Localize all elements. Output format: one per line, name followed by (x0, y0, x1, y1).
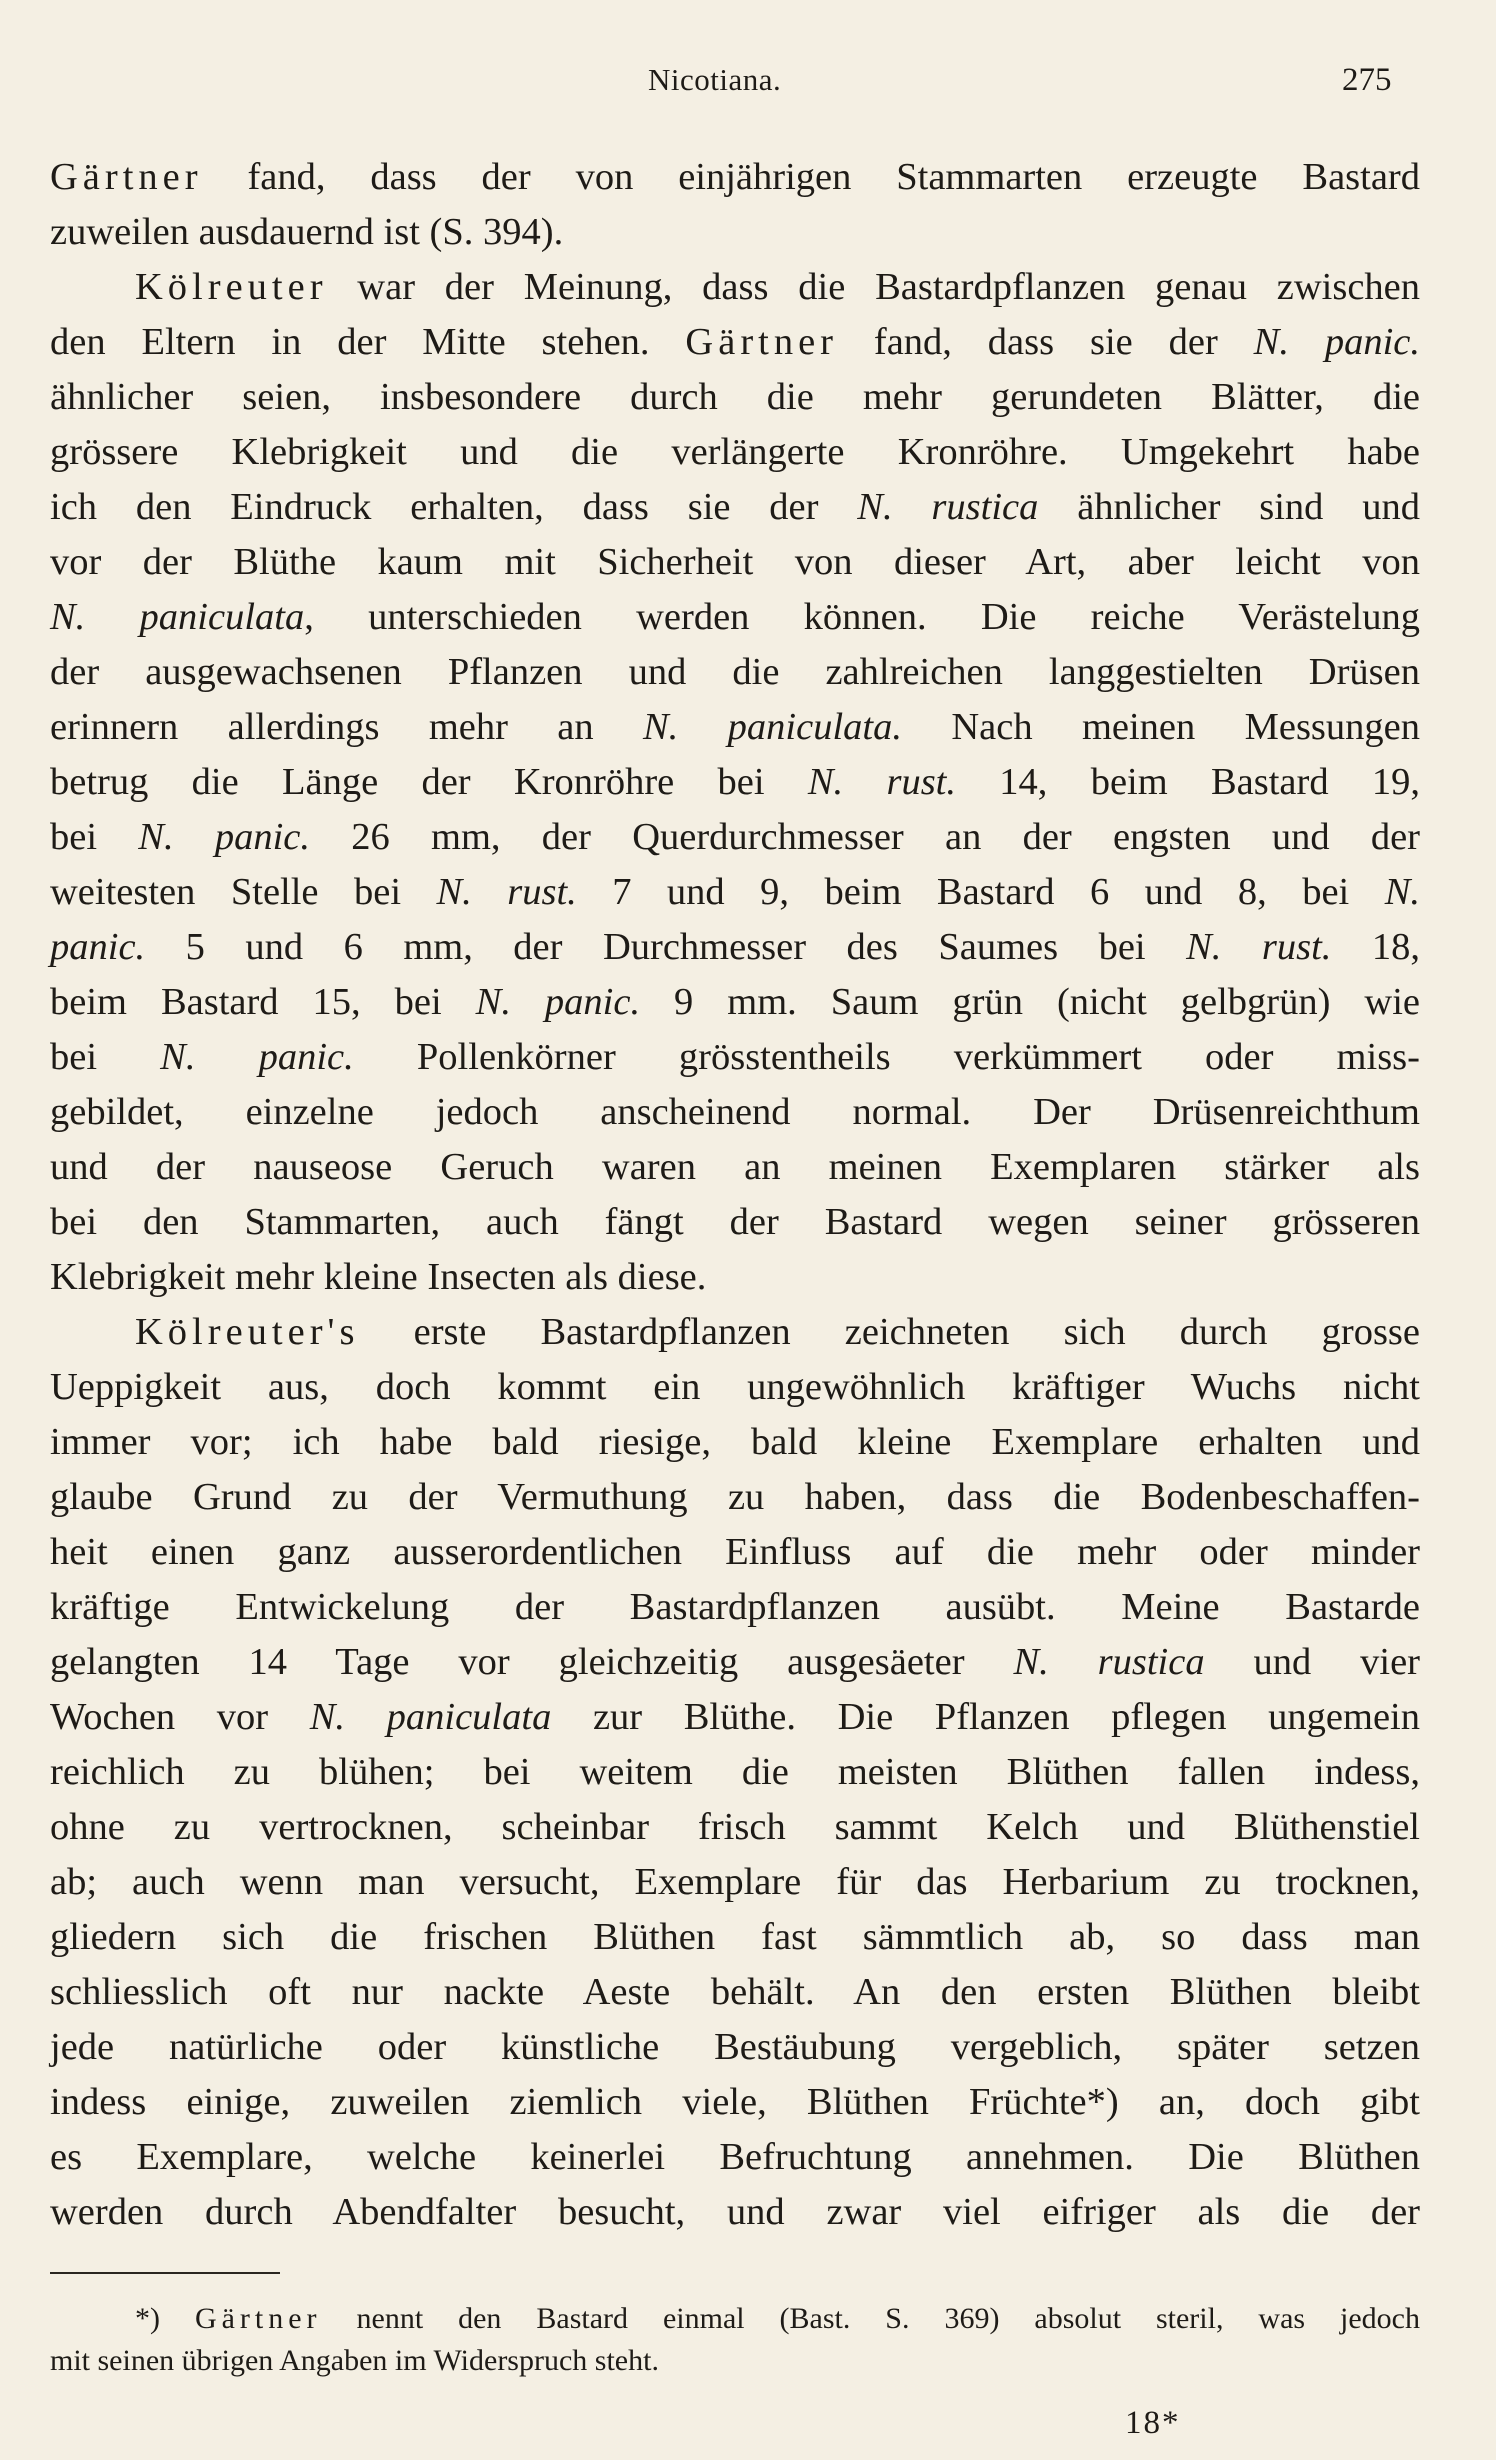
text-run: es Exemplare, welche keinerlei Befruchtung annehmen. Die Blüthen (50, 2136, 1420, 2178)
body-line (50, 150, 1420, 205)
body-line (50, 2185, 1420, 2240)
body-line (50, 1690, 1420, 1745)
text-run: glaube Grund zu der Vermuthung zu haben, dass die Bodenbeschaffen- (50, 1476, 1420, 1518)
body-line (50, 1195, 1420, 1250)
body-line (50, 480, 1420, 535)
body-line (50, 535, 1420, 590)
italic-text: N. rustica (1013, 1641, 1205, 1683)
italic-text: N. rust. (436, 871, 577, 913)
body-line (50, 1250, 1420, 1305)
body-line (50, 260, 1420, 315)
italic-text: N. rustica (857, 486, 1039, 528)
body-line (50, 370, 1420, 425)
running-title: Nicotiana. (648, 62, 782, 97)
text-run: Ueppigkeit aus, doch kommt ein ungewöhnlich kräftiger Wuchs nicht (50, 1366, 1420, 1408)
body-line (50, 920, 1420, 975)
body-line (50, 1855, 1420, 1910)
text-run: mit seinen übrigen Angaben im Widerspruch steht. (50, 2344, 659, 2377)
body-line (50, 315, 1420, 370)
italic-text: N. paniculata. (643, 706, 902, 748)
text-run: ich den Eindruck erhalten, dass sie der (50, 486, 858, 528)
body-line (50, 1525, 1420, 1580)
text-run: gelangten 14 Tage vor gleichzeitig ausgesäeter (50, 1641, 1014, 1683)
text-run: kräftige Entwickelung der Bastardpflanzen ausübt. Meine Bastarde (50, 1586, 1420, 1628)
body-line (50, 700, 1420, 755)
text-run: betrug die Länge der Kronröhre bei (50, 761, 808, 803)
body-line (50, 1580, 1420, 1635)
body-line (50, 975, 1420, 1030)
footnote (50, 2298, 1420, 2382)
body-text (50, 150, 1420, 2240)
italic-text: N. paniculata (309, 1696, 552, 1738)
footnote-line (50, 2298, 1420, 2340)
running-head (0, 62, 1496, 112)
text-run: und der nauseose Geruch waren an meinen Exemplaren stärker als (50, 1146, 1420, 1188)
body-line (50, 590, 1420, 645)
text-run: der ausgewachsenen Pflanzen und die zahlreichen langgestielten Drüsen (50, 651, 1420, 693)
footnote-line (50, 2340, 1420, 2382)
body-line (50, 810, 1420, 865)
italic-text: N. rust. (807, 761, 957, 803)
italic-text: N. paniculata (50, 596, 305, 638)
spaced-name: Kölreuter (135, 266, 328, 308)
text-run: nennt den Bastard einmal (Bast. S. 369) absolut steril, was jedoch (321, 2302, 1420, 2335)
text-run: zuweilen ausdauernd ist (S. 394). (50, 211, 564, 253)
text-run: vor der Blüthe kaum mit Sicherheit von dieser Art, aber leicht von (50, 541, 1420, 583)
signature-mark: 18* (1125, 2405, 1181, 2441)
text-run: fand, dass der von einjährigen Stammarten erzeugte Bastard (202, 156, 1420, 198)
text-run: beim Bastard 15, bei (50, 981, 476, 1023)
text-run: 14, beim Bastard 19, (956, 761, 1421, 803)
body-line (50, 2075, 1420, 2130)
spaced-name: Gärtner (50, 156, 203, 198)
body-line (50, 1470, 1420, 1525)
body-line (50, 1030, 1420, 1085)
spaced-name: Gärtner (685, 321, 838, 363)
text-run: war der Meinung, dass die Bastardpflanzen genau zwischen (327, 266, 1420, 308)
body-line (50, 1305, 1420, 1360)
text-run: bei (50, 816, 139, 858)
text-run: ohne zu vertrocknen, scheinbar frisch sammt Kelch und Blüthenstiel (50, 1806, 1420, 1848)
text-run: , unterschieden werden können. Die reiche Verästelung (304, 596, 1420, 638)
body-line (50, 1800, 1420, 1855)
italic-text: N. (1384, 871, 1420, 913)
italic-text: N. panic. (160, 1036, 354, 1078)
text-run: *) (135, 2302, 195, 2335)
italic-text: N. panic. (475, 981, 641, 1023)
body-line (50, 1910, 1420, 1965)
text-run: reichlich zu blühen; bei weitem die meisten Blüthen fallen indess, (50, 1751, 1420, 1793)
text-run: heit einen ganz ausserordentlichen Einfluss auf die mehr oder minder (50, 1531, 1420, 1573)
text-run: fand, dass sie der (838, 321, 1254, 363)
text-run: gebildet, einzelne jedoch anscheinend normal. Der Drüsenreichthum (50, 1091, 1420, 1133)
text-run: Wochen vor (50, 1696, 310, 1738)
text-run: 7 und 9, beim Bastard 6 und 8, bei (576, 871, 1385, 913)
body-line (50, 1745, 1420, 1800)
text-run: Pollenkörner grösstentheils verkümmert oder miss- (353, 1036, 1420, 1078)
text-run: erste Bastardpflanzen zeichneten sich durch grosse (359, 1311, 1420, 1353)
body-line (50, 755, 1420, 810)
text-run: weitesten Stelle bei (50, 871, 437, 913)
body-line (50, 205, 1420, 260)
text-run: Klebrigkeit mehr kleine Insecten als diese. (50, 1256, 707, 1298)
text-run: 26 mm, der Querdurchmesser an der engsten und der (310, 816, 1420, 858)
text-run: indess einige, zuweilen ziemlich viele, Blüthen Früchte*) an, doch gibt (50, 2081, 1420, 2123)
text-run: den Eltern in der Mitte stehen. (50, 321, 686, 363)
text-run: 5 und 6 mm, der Durchmesser des Saumes bei (145, 926, 1187, 968)
body-line (50, 865, 1420, 920)
italic-text: panic. (50, 926, 146, 968)
italic-text: N. panic. (1253, 321, 1420, 363)
text-run: schliesslich oft nur nackte Aeste behält. An den ersten Blüthen bleibt (50, 1971, 1420, 2013)
text-run: immer vor; ich habe bald riesige, bald kleine Exemplare erhalten und (50, 1421, 1420, 1463)
italic-text: N. rust. (1186, 926, 1332, 968)
body-line (50, 1085, 1420, 1140)
text-run: grössere Klebrigkeit und die verlängerte Kronröhre. Umgekehrt habe (50, 431, 1420, 473)
text-run: bei (50, 1036, 161, 1078)
text-run: ab; auch wenn man versucht, Exemplare für das Herbarium zu trocknen, (50, 1861, 1420, 1903)
text-run: jede natürliche oder künstliche Bestäubung vergeblich, später setzen (50, 2026, 1420, 2068)
italic-text: N. panic. (138, 816, 311, 858)
text-run: ähnlicher seien, insbesondere durch die mehr gerundeten Blätter, die (50, 376, 1420, 418)
text-run: ähnlicher sind und (1038, 486, 1420, 528)
text-run: erinnern allerdings mehr an (50, 706, 643, 748)
text-run: 18, (1331, 926, 1421, 968)
text-run: werden durch Abendfalter besucht, und zwar viel eifriger als die der (50, 2191, 1420, 2233)
spaced-name: Kölreuter's (135, 1311, 360, 1353)
text-run: zur Blüthe. Die Pflanzen pflegen ungemein (551, 1696, 1420, 1738)
body-line (50, 1360, 1420, 1415)
body-line (50, 425, 1420, 480)
body-line (50, 2130, 1420, 2185)
body-line (50, 1415, 1420, 1470)
body-line (50, 1965, 1420, 2020)
text-run: 9 mm. Saum grün (nicht gelbgrün) wie (640, 981, 1420, 1023)
footnote-rule (50, 2272, 280, 2274)
body-line (50, 1635, 1420, 1690)
body-line (50, 2020, 1420, 2075)
page-number: 275 (1342, 62, 1392, 98)
body-line (50, 1140, 1420, 1195)
text-run: und vier (1204, 1641, 1420, 1683)
text-run: Nach meinen Messungen (901, 706, 1421, 748)
spaced-name: Gärtner (194, 2302, 322, 2335)
body-line (50, 645, 1420, 700)
text-run: bei den Stammarten, auch fängt der Bastard wegen seiner grösseren (50, 1201, 1420, 1243)
text-run: gliedern sich die frischen Blüthen fast sämmtlich ab, so dass man (50, 1916, 1420, 1958)
